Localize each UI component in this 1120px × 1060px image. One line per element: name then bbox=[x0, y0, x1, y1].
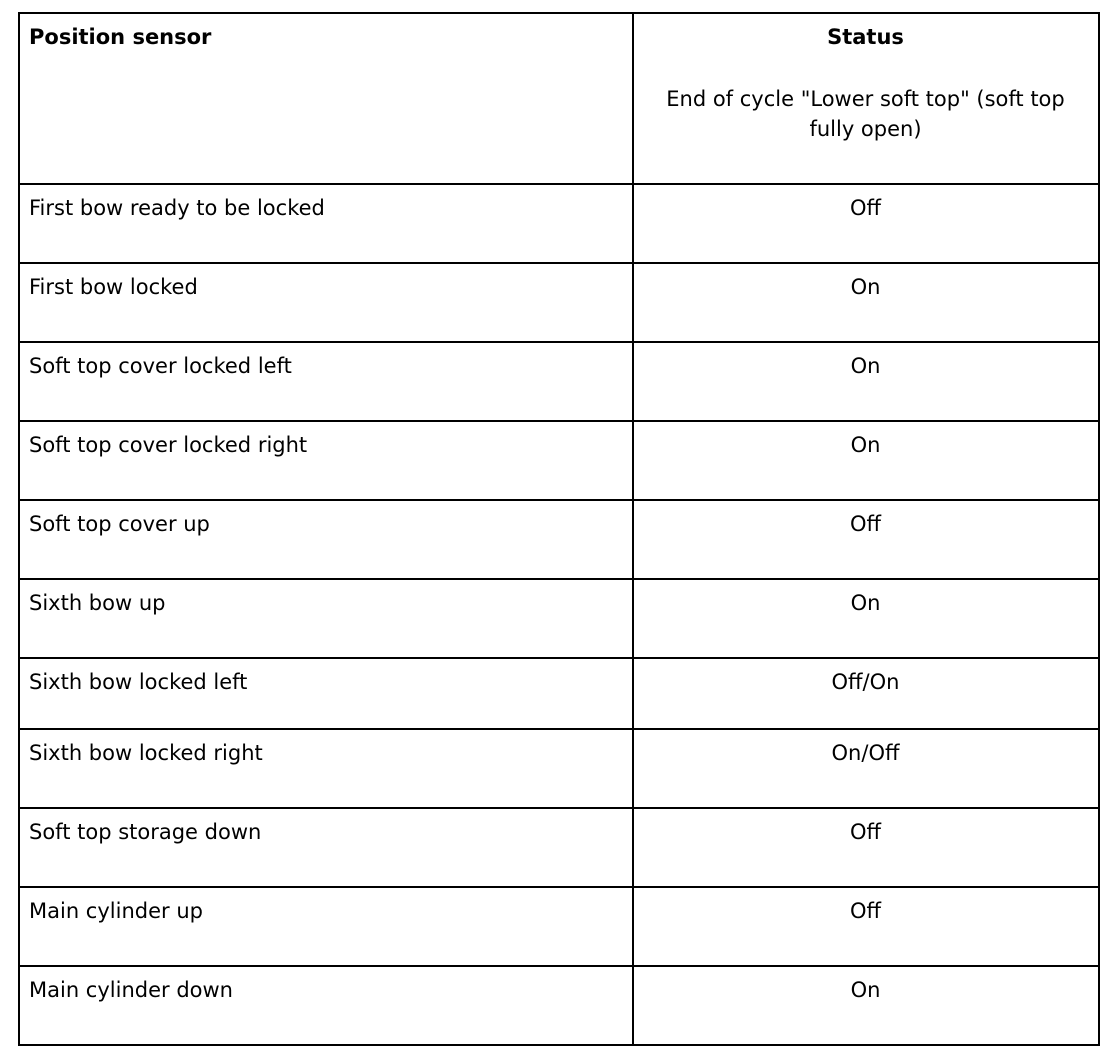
sensor-status-cell: Off bbox=[633, 500, 1099, 579]
table-row bbox=[19, 421, 1099, 500]
sensor-name-cell: Soft top cover locked right bbox=[19, 421, 633, 500]
sensor-name-cell: Sixth bow up bbox=[19, 579, 633, 658]
table-row bbox=[19, 729, 1099, 808]
header-status-title: Status bbox=[827, 25, 904, 49]
sensor-name-cell: Sixth bow locked left bbox=[19, 658, 633, 729]
table-row bbox=[19, 808, 1099, 887]
sensor-name-cell: First bow ready to be locked bbox=[19, 184, 633, 263]
table-row bbox=[19, 263, 1099, 342]
sensor-name-cell: Soft top cover up bbox=[19, 500, 633, 579]
table-header-row bbox=[19, 13, 1099, 184]
table-row bbox=[19, 887, 1099, 966]
table-row bbox=[19, 579, 1099, 658]
sensor-name-cell: Sixth bow locked right bbox=[19, 729, 633, 808]
position-sensor-table bbox=[18, 12, 1100, 1046]
sensor-status-cell: On/Off bbox=[633, 729, 1099, 808]
sensor-status-cell: Off bbox=[633, 887, 1099, 966]
sensor-name-cell: Soft top cover locked left bbox=[19, 342, 633, 421]
sensor-status-cell: On bbox=[633, 579, 1099, 658]
sensor-status-cell: Off bbox=[633, 808, 1099, 887]
sensor-name-cell: Main cylinder up bbox=[19, 887, 633, 966]
header-status bbox=[633, 13, 1099, 184]
sensor-status-cell: On bbox=[633, 966, 1099, 1045]
table-row bbox=[19, 342, 1099, 421]
table-row bbox=[19, 500, 1099, 579]
header-status-subtitle: End of cycle "Lower soft top" (soft top fully open) bbox=[666, 87, 1065, 141]
sensor-status-cell: Off/On bbox=[633, 658, 1099, 729]
sensor-name-cell: Main cylinder down bbox=[19, 966, 633, 1045]
sensor-status-cell: On bbox=[633, 263, 1099, 342]
table-row bbox=[19, 966, 1099, 1045]
sensor-status-cell: On bbox=[633, 421, 1099, 500]
sensor-status-cell: Off bbox=[633, 184, 1099, 263]
table-row bbox=[19, 658, 1099, 729]
sensor-status-cell: On bbox=[633, 342, 1099, 421]
sensor-name-cell: First bow locked bbox=[19, 263, 633, 342]
header-position-sensor: Position sensor bbox=[19, 13, 633, 184]
sensor-name-cell: Soft top storage down bbox=[19, 808, 633, 887]
table-row bbox=[19, 184, 1099, 263]
